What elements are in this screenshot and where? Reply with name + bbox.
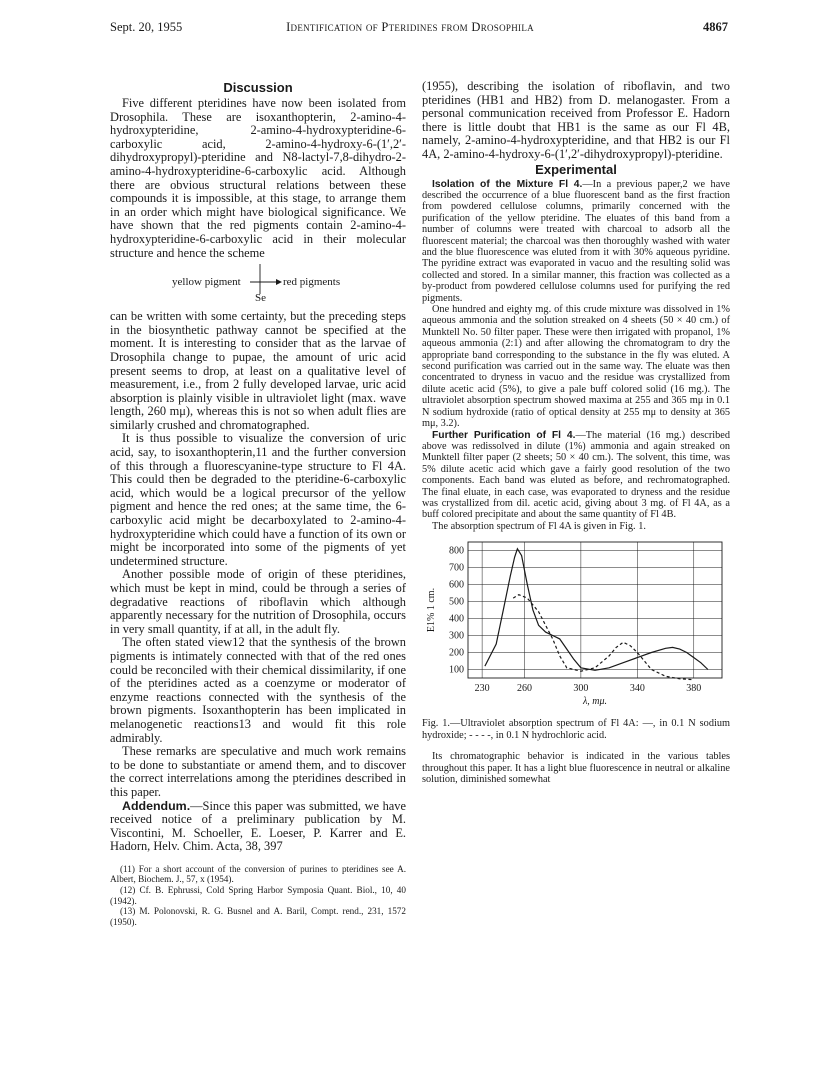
isolation-paragraph [422,179,730,304]
scheme-se: Se [255,292,266,305]
discussion-paragraph-3: It is thus possible to visualize the conversion of uric acid, say, to isoxanthopterin,11 and the further conversion of this through a fluorescyanine-type structure to Fl 4A. This could then be degraded to the pteridine-6-carboxylic acid, which would be a logical precursor of the yellow pigment and hence the red ones; at the same time, the 6-carboxylic acid might be decarboxylated to 2-amino-4-hydroxypteridine which could have a function of its own or might be incorporated into some of the pigments of yet undetermined structure. [110,431,406,568]
discussion-paragraph-2: can be written with some certainty, but the preceding steps in the biosynthetic pathway cannot be specified at the moment. It is interesting to consider that as the larvae of Drosophila change to pupae, the amount of uric acid present seems to drop, at least on a qualitative level of measurement, i.e., from 2 fully developed larvae, uric acid absorption is plainly visible in ultraviolet light (max. wave length, 260 mμ), whereas this is not so when adult flies are similarly crushed and chromatographed. [110,309,406,432]
plot-frame [468,542,722,678]
y-tick-label: 500 [449,596,464,608]
further-purification-heading: Further Purification of Fl 4. [432,429,576,441]
running-title: Identification of Pteridines from Drosophila [286,20,534,34]
section-title-discussion: Discussion [223,80,293,95]
header-date: Sept. 20, 1955 [110,20,183,34]
discussion-paragraph-4: Another possible mode of origin of these pteridines, which must be kept in mind, could be through a series of degradative reactions of riboflavin which although apparently necessary for the nutrition of Drosophila, occurs in very small quantity, if at all, in the adult fly. [110,567,406,636]
y-tick-label: 200 [449,647,464,659]
absorption-paragraph: The absorption spectrum of Fl 4A is given in Fig. 1. [432,520,646,532]
hundred-eighty-paragraph: One hundred and eighty mg. of this crude mixture was dissolved in 1% aqueous ammonia and the solution streaked on 4 sheets (50 × 40 cm.) of Munktell No. 50 filter paper. These were then irrigated with propanol, 1% aqueous ammonia (2:1) and after allowing the chromatogram to dry the appropriate band corresponding to the substance in the fly was eluted. A second purification was carried out in the same way. The eluate was then concentrated to dryness in vacuo and the residue was crystallized from dilute acetic acid (5%), to give a pale buff colored solid (16 mg.). The ultraviolet absorption spectrum showed maxima at 255 and 365 mμ in 0.1 N sodium hydroxide (ratio of optical density at 255 mμ to density at 365 mμ, 3.2). [422,304,730,430]
footnotes [110,864,406,928]
right-column [422,80,730,786]
page-number: 4867 [703,20,728,34]
isolation-heading: Isolation of the Mixture Fl 4. [432,178,583,190]
scheme-red-pigments: red pigments [283,276,341,289]
y-tick-label: 600 [449,579,464,591]
addendum-heading: Addendum. [122,798,191,813]
discussion-paragraph-1: Five different pteridines have now been isolated from Drosophila. These are isoxanthopterin, 2-amino-4-hydroxypteridine, 2-amino-4-hydroxypteridine-6-carboxylic acid, 2-amino-4-hydroxy-6-(1′,2′-dihydroxypropyl)-pteridine and N8-lactyl-7,8-dihydro-2-amino-4-hydroxypteridine-6-carboxylic acid. Although there are obvious structural relations between these compounds it is impossible, at this stage, to arrange them in an order which might have biological significance. We have shown that the red pigments contain 2-amino-4-hydroxypteridine-6-carboxylic acid in their molecular structure and hence the scheme [110,96,406,260]
section-title-experimental: Experimental [535,161,617,177]
y-tick-label: 100 [449,664,464,676]
series-line-naoh [485,549,708,671]
further-purification-paragraph [422,430,730,521]
y-tick-label: 300 [449,630,464,642]
footnote-11: (11) For a short account of the conversion of purines to pteridines see A. Albert, Biochem. J., 57, x (1954). [110,863,406,885]
footnote-12: (12) Cf. B. Ephrussi, Cold Spring Harbor Symposia Quant. Biol., 10, 40 (1942). [110,885,406,906]
y-tick-label: 800 [449,545,464,557]
addendum-paragraph [110,800,406,854]
discussion-paragraph-5: The often stated view12 that the synthesis of the brown pigments is intimately connected with that of the red ones could be reconciled with their chemical dissimilarity, if one of the pteridines acted as a coenzyme or moderator of enzyme reactions connected with the synthesis of the brown pigments. Isoxanthopterin has been implicated in melanogenetic reactions13 and would fit this role admirably. [110,635,406,745]
right-paragraph-1: (1955), describing the isolation of riboflavin, and two pteridines (HB1 and HB2) from D. melanogaster. From a personal communication received from Professor E. Hadorn there is little doubt that HB1 is the same as our Fl 4B, namely, 2-amino-4-hydroxypteridine, and that HB2 is our Fl 4A, 2-amino-4-hydroxy-6-(1′,2′-dihydroxypropyl)-pteridine. [422,79,730,161]
left-column [110,80,406,927]
x-tick-label: 260 [516,683,532,695]
x-tick-label: 340 [629,683,645,695]
x-tick-label: 300 [573,683,589,695]
y-axis-label: E1% 1 cm. [426,588,437,633]
biosynthesis-scheme [110,260,406,310]
absorption-chart [422,538,730,706]
further-purification-text: —The material (16 mg.) described above was redissolved in dilute (1%) ammonia and again streaked on Munktell filter paper (2 sheets; 50 × 40 cm.). The solvent, this time, was 5% dilute acetic acid which gave a fairly good resolution of the two components. Each band was eluted as before, and rechromatographed. The final eluate, in each case, was evaporated to dryness and the residue was crystallized from dil. acetic acid, giving about 3 mg. of Fl 4A, as a buff colored precipitate and about the same quantity of Fl 4B. [422,429,730,521]
y-tick-label: 700 [449,562,464,574]
figure-1 [422,538,730,706]
x-axis-label: λ, mμ. [582,696,608,707]
y-tick-label: 400 [449,613,464,625]
addendum-text: —Since this paper was submitted, we have received notice of a preliminary publication by M. Viscontini, M. Schoeller, E. Loeser, P. Karrer and E. Hadorn, Helv. Chim. Acta, 38, 397 [110,798,406,854]
x-tick-label: 230 [474,683,490,695]
discussion-paragraph-6: These remarks are speculative and much work remains to be done to substantiate or amend them, and to discover the correct interrelations among the pteridines described in this paper. [110,744,406,799]
footnote-13: (13) M. Polonovski, R. G. Busnel and A. Baril, Compt. rend., 231, 1572 (1950). [110,906,406,927]
series-line-hcl [513,595,694,680]
isolation-text: —In a previous paper,2 we have described the occurrence of a blue fluorescent band as the first fraction from powdered cellulose columns, primarily concerned with the purification of the yellow pteridine. The eluates of this band from a number of columns were treated with charcoal to adsorb all the fluorescent material; the charcoal was then thoroughly washed with water and the blue fluorescence was eluted from it with 30% aqueous pyridine. The pyridine extract was evaporated in vacuo and the resulting solid was collected and stored. In a similar manner, this fraction was collected as a by-product from powdered cellulose columns used for purifying the red pigments. [422,178,730,304]
figure-caption: Fig. 1.—Ultraviolet absorption spectrum of Fl 4A: —, in 0.1 N sodium hydroxide; - - - -, in 0.1 N hydrochloric acid. [422,718,730,741]
right-last-paragraph: Its chromatographic behavior is indicated in the various tables throughout this paper. It has a light blue fluorescence in neutral or alkaline solution, diminished somewhat [422,751,730,786]
scheme-yellow-pigment: yellow pigment [172,276,241,289]
x-tick-label: 380 [686,683,702,695]
